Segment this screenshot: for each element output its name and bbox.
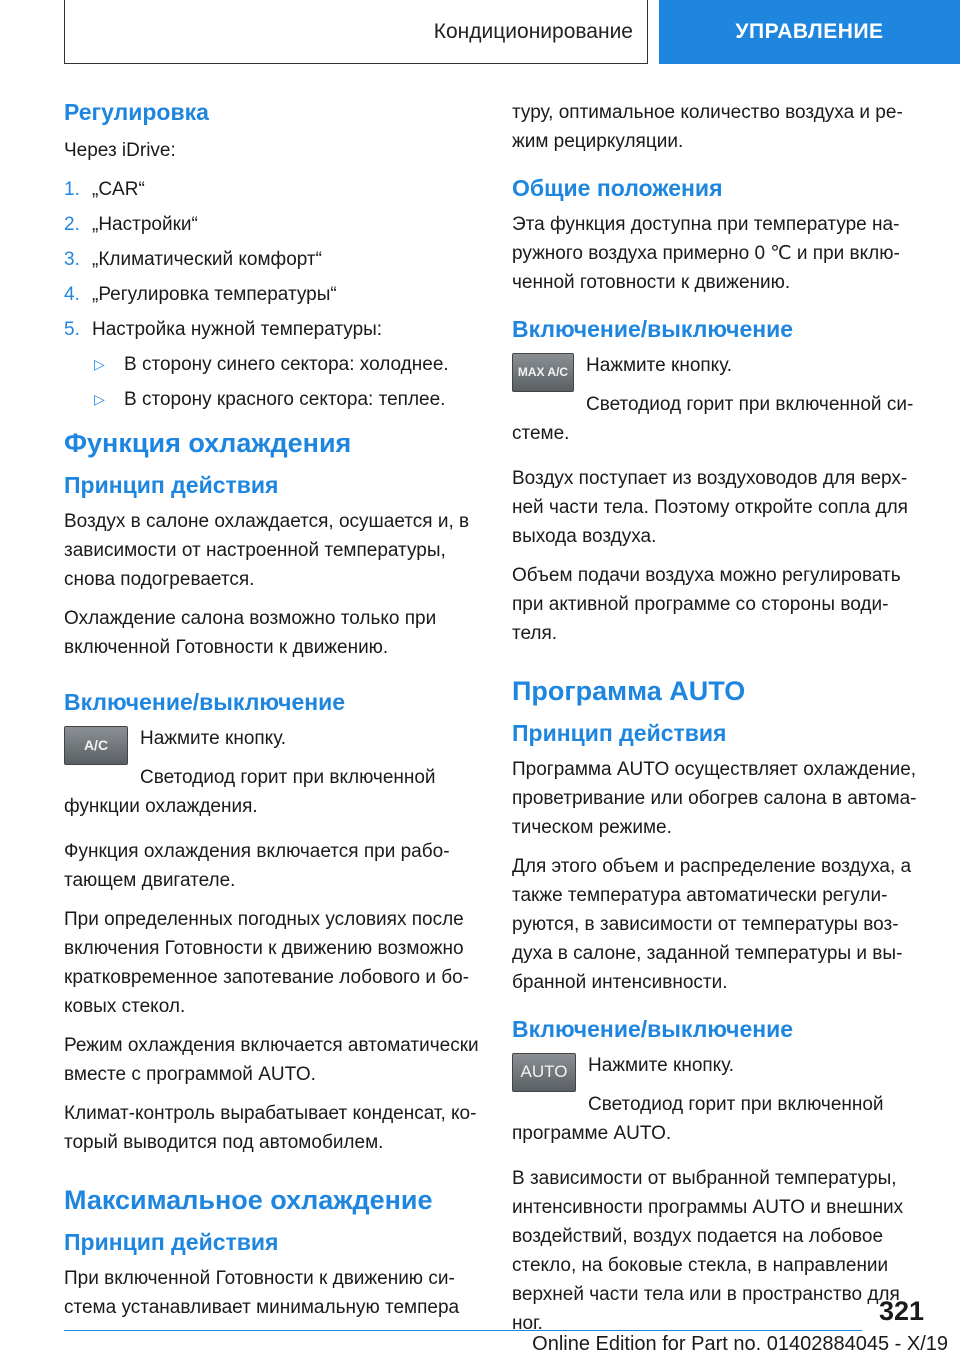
general-heading: Общие положения	[512, 175, 723, 201]
paragraph: туру, оптимальное количество воздуха и режим рециркуляции.	[512, 102, 903, 152]
paragraph: При определенных погодных условиях после включения Готовности к движению возможно кратковременное запотевание лобового и боковых стекол.	[64, 908, 470, 1017]
paragraph: Функция охлаждения включается при работающем двигателе.	[64, 840, 450, 891]
footer-edition: Online Edition for Part no. 01402884045 - X/19	[532, 1333, 948, 1355]
paragraph: В зависимости от выбранной температуры, интенсивности программы AUTO и внешних воздействий, воздух подается на лобовое стекло, на боковые стекла, в направлении верхней части тела или в пространство для ног.	[512, 1167, 904, 1334]
paragraph: Климат-контроль вырабатывает конденсат, который выводится под автомобилем.	[64, 1102, 477, 1153]
auto-principle-heading: Принцип действия	[512, 719, 727, 746]
paragraph: Нажмите кнопку.	[140, 727, 287, 749]
cooling-onoff-heading: Включение/выключение	[64, 688, 346, 715]
max-ac-button-icon: MAX A/C	[512, 353, 574, 392]
paragraph: Для этого объем и распределение воздуха, а также температура автоматически регулируются, в зависимости от температуры воздуха в салоне, заданной температуры и выбранной интенсивности.	[512, 855, 912, 993]
chapter-title: Кондиционирование	[433, 19, 633, 43]
ac-button-icon: A/C	[64, 726, 128, 765]
header-chapter	[64, 0, 648, 64]
section-title: УПРАВЛЕНИЕ	[735, 20, 884, 43]
paragraph: Светодиод горит при включенной функции охлаждения.	[64, 766, 436, 817]
footer-divider	[64, 1330, 862, 1331]
list-item: 5. Настройка нужной температуры:	[64, 318, 383, 340]
triangle-bullet-icon: ▷	[94, 390, 105, 407]
paragraph: Объем подачи воздуха можно регулировать при активной программе со стороны водителя.	[512, 564, 901, 644]
regulation-heading: Регулировка	[64, 99, 209, 125]
regulation-intro: Через iDrive:	[64, 139, 176, 161]
header-section	[659, 0, 960, 64]
max-principle-heading: Принцип действия	[64, 1228, 279, 1255]
triangle-bullet-icon: ▷	[94, 355, 105, 372]
paragraph: Светодиод горит при включенной системе.	[512, 393, 914, 444]
cooling-heading: Функция охлаждения	[64, 427, 352, 458]
paragraph: Нажмите кнопку.	[588, 1054, 735, 1076]
paragraph: Воздух поступает из воздуховодов для верхней части тела. Поэтому откройте сопла для выхода воздуха.	[512, 467, 908, 547]
paragraph: Эта функция доступна при температуре наружного воздуха примерно 0 ℃ и при включенной готовности к движению.	[512, 213, 900, 293]
left-column	[64, 98, 482, 1332]
paragraph: Программа AUTO осуществляет охлаждение, проветривание или обогрев салона в автоматическом режиме.	[512, 758, 917, 838]
paragraph: Воздух в салоне охлаждается, осушается и, в зависимости от настроенной температуры, снова подогревается.	[64, 510, 470, 590]
paragraph: Режим охлаждения включается автоматически вместе с программой AUTO.	[64, 1034, 479, 1085]
cooling-principle-heading: Принцип действия	[64, 471, 279, 498]
paragraph: При включенной Готовности к движению система устанавливает минимальную темпера	[64, 1267, 460, 1318]
right-column	[512, 98, 922, 1348]
list-item: ▷ В сторону красного сектора: теплее.	[92, 385, 482, 414]
max-onoff-heading: Включение/выключение	[512, 315, 794, 342]
paragraph: Нажмите кнопку.	[586, 354, 733, 376]
list-item: 1. „CAR“	[64, 178, 145, 200]
paragraph: Охлаждение салона возможно только при включенной Готовности к движению.	[64, 607, 437, 658]
auto-heading: Программа AUTO	[512, 675, 746, 706]
paragraph: Светодиод горит при включенной программе AUTO.	[512, 1093, 884, 1144]
list-item: 2. „Настройки“	[64, 213, 198, 235]
max-cooling-heading: Максимальное охлаждение	[64, 1184, 433, 1215]
list-item: 3. „Климатический комфорт“	[64, 248, 322, 270]
list-item: 4. „Регулировка температуры“	[64, 283, 337, 305]
page-number: 321	[878, 1296, 924, 1326]
list-item: ▷ В сторону синего сектора: холоднее.	[92, 350, 482, 379]
regulation-sub-steps	[92, 350, 482, 414]
regulation-steps	[64, 175, 482, 344]
auto-onoff-heading: Включение/выключение	[512, 1015, 794, 1042]
auto-button-icon: AUTO	[512, 1053, 576, 1092]
